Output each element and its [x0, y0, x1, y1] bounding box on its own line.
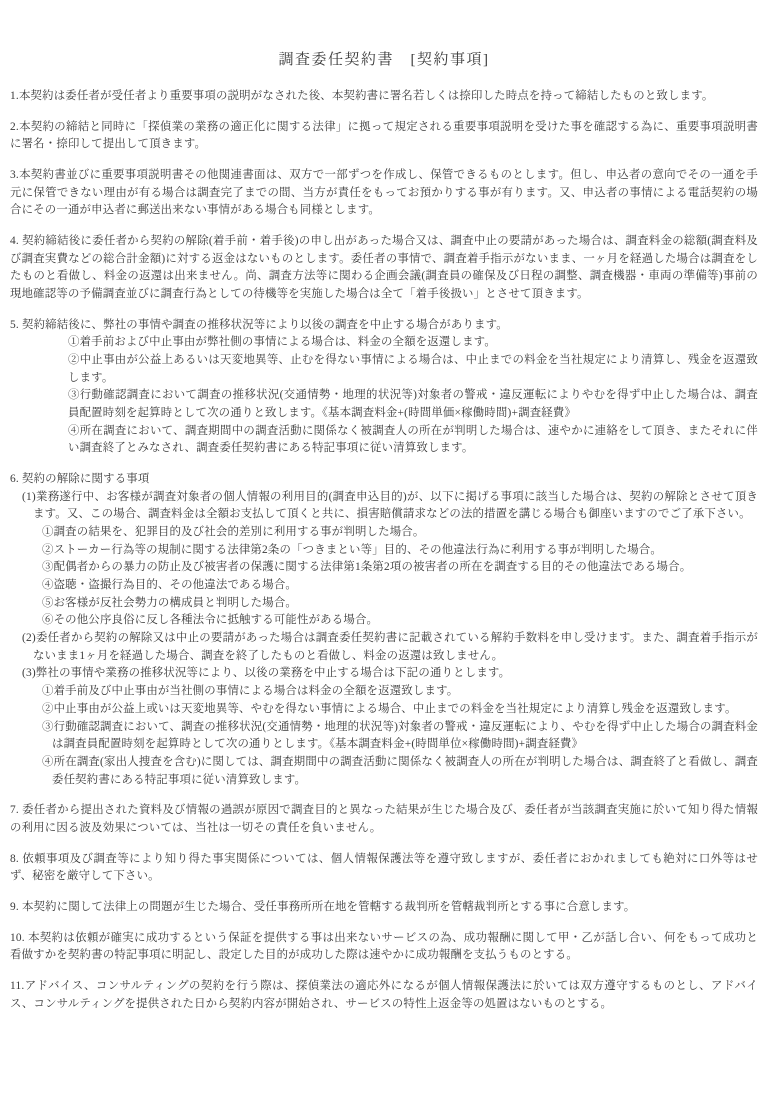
clause-2: 2.本契約の締結と同時に「探偵業の業務の適正化に関する法律」に拠って規定される重要事項説明を受けた事を確認する為に、重要事項説明書に署名・捺印して提出して頂きます。 [10, 120, 758, 151]
clause-11: 11.アドバイス、コンサルティングの契約を行う際は、探偵業法の適応外になるが個人情報保護法に於いては双方遵守するものとし、アドバイス、コンサルティングを提供された日から契約内容が開始され、サービスの特性上返金等の処置はないものとする。 [10, 979, 758, 1010]
clause-6-1-item-4: ④盗聴・盗撮行為目的、その他違法である場合。 [42, 579, 297, 592]
clause-7: 7. 委任者から提出された資料及び情報の過誤が原因で調査目的と異なった結果が生じた場合及び、委任者が当該調査実施に於いて知り得た情報の利用に因る波及効果については、当社は一切その責任を負いません。 [10, 804, 758, 834]
clause-6-sub-3: (3)弊社の事情や業務の推移状況等により、以後の業務を中止する場合は下記の通りとします。 [22, 667, 511, 680]
clause-5-item-4: ④所在調査において、調査期間中の調査活動に関係なく被調査人の所在が判明した場合は、速やかに連絡をして頂き、またそれに伴い調査終了とみなされ、調査委任契約書にある特記事項に従い清算致します。 [68, 424, 758, 455]
clause-6-sub-2: (2)委任者から契約の解除又は中止の要請があった場合は調査委任契約書に記載されている解約手数料を申し受けます。また、調査着手指示がないまま1ヶ月を経過した場合、調査を終了したものと看做し、料金の返還は致しません。 [22, 632, 758, 662]
clause-5-item-3: ③行動確認調査において調査の推移状況(交通情勢・地理的状況等)対象者の警戒・違反運転によりやむを得ず中止した場合は、調査員配置時刻を起算時として次の通りと致します。《基本調査料金+(時間単価×稼働時間)+調査経費》 [68, 389, 758, 420]
clause-6-1-item-1: ①調査の結果を、犯罪目的及び社会的差別に利用する事が判明した場合。 [42, 526, 425, 539]
clause-3: 3.本契約書並びに重要事項説明書その他関連書面は、双方で一部ずつを作成し、保管できるものとします。但し、申込者の意向でその一通を手元に保管できない理由が有る場合は調査完了までの間、当方が責任をもってお預かりする事が有ります。又、申込者の事情による電話契約の場合にその一通が申込者に郵送出来ない事情がある場合も同様とします。 [10, 169, 758, 217]
document-title: 調査委任契約書 [契約事項] [278, 52, 490, 68]
clause-6-1-item-5: ⑤お客様が反社会勢力の構成員と判明した場合。 [42, 596, 297, 609]
clause-6-1-item-6: ⑥その他公序良俗に反し各種法令に抵触する可能性がある場合。 [42, 614, 379, 627]
clause-6-3-item-2: ②中止事由が公益上或いは天変地異等、やむを得ない事情による場合、中止までの料金を当社規定により清算し残金を返還致します。 [42, 702, 737, 715]
clause-5-item-1: ①着手前および中止事由が弊社側の事情による場合は、料金の全額を返還します。 [68, 336, 496, 349]
clause-6-1-item-3: ③配偶者からの暴力の防止及び被害者の保護に関する法律第1条第2項の被害者の所在を調査する目的その他違法である場合。 [42, 561, 692, 574]
clause-8: 8. 依頼事項及び調査等により知り得た事実関係については、個人情報保護法等を遵守致しますが、委任者におかれましても絶対に口外等はせず、秘密を厳守して下さい。 [10, 852, 758, 883]
clause-9: 9. 本契約に関して法律上の問題が生じた場合、受任事務所所在地を管轄する裁判所を管轄裁判所とする事に合意します。 [10, 900, 636, 913]
clause-6-3-item-3: ③行動確認調査において、調査の推移状況(交通情勢・地理的状況等)対象者の警戒・違反運転により、やむを得ず中止した場合の調査料金は調査員配置時刻を起算時として次の通りとします。《基本調査料金+(時間単位×稼働時間)+調査経費》 [42, 720, 758, 751]
clause-4: 4. 契約締結後に委任者から契約の解除(着手前・着手後)の申し出があった場合又は、調査中止の要請があった場合は、調査料金の総額(調査料及び調査実費などの総合計金額)に対する返金はないものとします。委任者の事情で、調査着手指示がないまま、一ヶ月を経過した場合は調査をしたものと看做し、料金の返還は出来ません。尚、調査方法等に関わる企画会議(調査員の確保及び日程の調整、調査機器・車両の準備等)事前の現地確認等の予備調査並びに調査行為としての待機等を実施した場合は全て「着手後扱い」とさせて頂きます。 [10, 235, 758, 301]
clause-10: 10. 本契約は依頼が確実に成功するという保証を提供する事は出来ないサービスの為、成功報酬に関して甲・乙が話し合い、何をもって成功と看做すかを契約書の特記事項に明記し、設定した目的が成功した際は速やかに成功報酬を支払うものとする。 [10, 931, 758, 962]
clause-5-item-2: ②中止事由が公益上あるいは天変地異等、止むを得ない事情による場合は、中止までの料金を当社規定により清算し、残金を返還致します。 [68, 354, 758, 384]
clause-1: 1.本契約は委任者が受任者より重要事項の説明がなされた後、本契約書に署名若しくは捺印した時点を持って締結したものと致します。 [10, 90, 714, 102]
clause-6-3-item-4: ④所在調査(家出人捜査を含む)に関しては、調査期間中の調査活動に関係なく被調査人の所在が判明した場合は、調査終了と看做し、調査委任契約書にある特記事項に従い清算致します。 [42, 755, 758, 786]
clause-6-sub-1: (1)業務遂行中、お客様が調査対象者の個人情報の利用目的(調査申込目的)が、以下に掲げる事項に該当した場合は、契約の解除とさせて頂きます。又、この場合、調査料金は全額お支払して頂くと共に、損害賠償請求などの法的措置を講じる場合も御座いますのでご了承下さい。 [22, 490, 758, 521]
clause-6-3-item-1: ①着手前及び中止事由が当社側の事情による場合は料金の全額を返還致します。 [42, 685, 459, 698]
clause-6-1-item-2: ②ストーカー行為等の規制に関する法律第2条の「つきまとい等」目的、その他違法行為に利用する事が判明した場合。 [42, 543, 662, 556]
clause-5-heading: 5. 契約締結後に、弊社の事情や調査の推移状況等により以後の調査を中止する場合があります。 [10, 318, 508, 331]
clause-6-heading: 6. 契約の解除に関する事項 [10, 473, 150, 486]
